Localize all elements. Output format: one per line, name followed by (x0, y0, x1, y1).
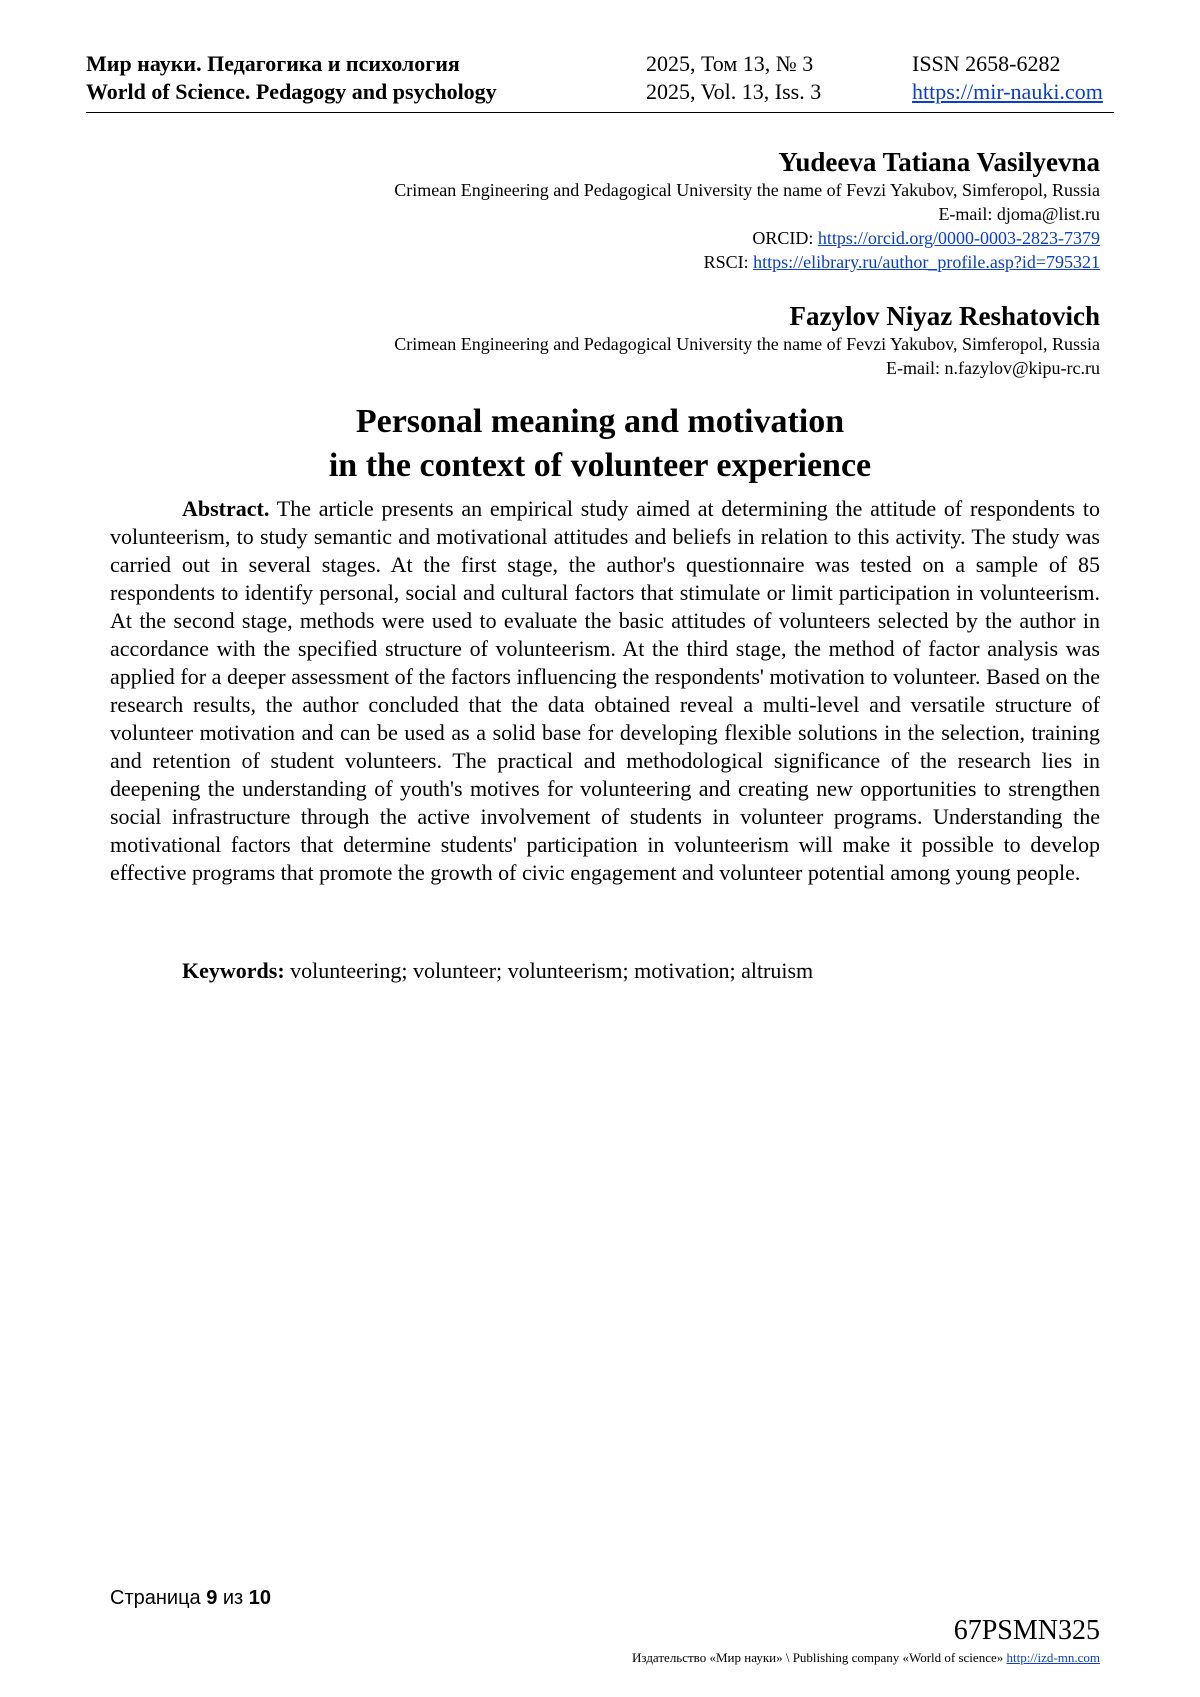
keywords-text: volunteering; volunteer; volunteerism; motivation; altruism (284, 958, 814, 983)
author-affiliation: Crimean Engineering and Pedagogical University the name of Fevzi Yakubov, Simferopol, Russia (394, 180, 1100, 200)
page-prefix: Страница (110, 1587, 207, 1609)
article-title (100, 400, 1100, 488)
authors-block (200, 146, 1100, 406)
publisher-link[interactable]: http://izd-mn.com (1006, 1650, 1100, 1665)
issue-en: 2025, Vol. 13, Iss. 3 (646, 79, 822, 104)
article-title-line-2: in the context of volunteer experience (328, 447, 872, 484)
page-total: 10 (248, 1587, 272, 1609)
orcid-label: ORCID: (752, 228, 818, 248)
issn-block (912, 50, 1152, 106)
rsci-label: RSCI: (703, 252, 754, 272)
author-email: E-mail: djoma@list.ru (938, 204, 1100, 224)
page-current: 9 (206, 1587, 218, 1609)
author-name: Yudeeva Tatiana Vasilyevna (778, 147, 1100, 177)
journal-title-block (86, 50, 646, 106)
orcid-link[interactable]: https://orcid.org/0000-0003-2823-7379 (817, 228, 1100, 248)
publisher-line (632, 1650, 1100, 1666)
abstract (110, 495, 1100, 887)
page-number (110, 1587, 271, 1610)
issn: ISSN 2658-6282 (912, 51, 1061, 76)
issue-ru: 2025, Том 13, № 3 (646, 51, 814, 76)
article-code: 67PSMN325 (953, 1615, 1100, 1646)
journal-site-link[interactable]: https://mir-nauki.com (912, 79, 1103, 104)
issue-block (646, 50, 906, 106)
author-name: Fazylov Niyaz Reshatovich (789, 301, 1100, 331)
author-rsci (200, 250, 1100, 274)
journal-title-en: World of Science. Pedagogy and psychology (86, 79, 497, 104)
page-mid: из (217, 1587, 249, 1609)
article-title-line-1: Personal meaning and motivation (355, 403, 845, 440)
journal-title-ru: Мир науки. Педагогика и психология (86, 51, 460, 76)
author-1 (200, 146, 1100, 274)
keywords (110, 957, 1100, 985)
author-email: E-mail: n.fazylov@kipu-rc.ru (885, 358, 1100, 378)
journal-header (86, 50, 1114, 113)
rsci-link[interactable]: https://elibrary.ru/author_profile.asp?id=795321 (753, 252, 1100, 272)
keywords-label: Keywords: (182, 958, 285, 983)
author-2 (200, 300, 1100, 380)
author-orcid (200, 226, 1100, 250)
author-affiliation: Crimean Engineering and Pedagogical University the name of Fevzi Yakubov, Simferopol, Russia (394, 334, 1100, 354)
abstract-text: The article presents an empirical study aimed at determining the attitude of respondents to volunteerism, to study semantic and motivational attitudes and beliefs in relation to this activity. The study was carried out in several stages. At the first stage, the author's questionnaire was tested on a sample of 85 respondents to identify personal, social and cultural factors that stimulate or limit participation in volunteerism. At the second stage, methods were used to evaluate the basic attitudes of volunteers selected by the author in accordance with the specified structure of volunteerism. At the third stage, the method of factor analysis was applied for a deeper assessment of the factors influencing the respondents' motivation to volunteer. Based on the research results, the author concluded that the data obtained reveal a multi-level and versatile structure of volunteer motivation and can be used as a solid base for developing flexible solutions in the selection, training and retention of student volunteers. The practical and methodological significance of the research lies in deepening the understanding of youth's motives for volunteering and creating new opportunities to strengthen social infrastructure through the active involvement of students in volunteer programs. Understanding the motivational factors that determine students' participation in volunteerism will make it possible to develop effective programs that promote the growth of civic engagement and volunteer potential among young people. (110, 496, 1100, 885)
publisher-text: Издательство «Мир науки» \ Publishing company «World of science» (632, 1650, 1007, 1665)
abstract-label: Abstract. (182, 496, 270, 521)
